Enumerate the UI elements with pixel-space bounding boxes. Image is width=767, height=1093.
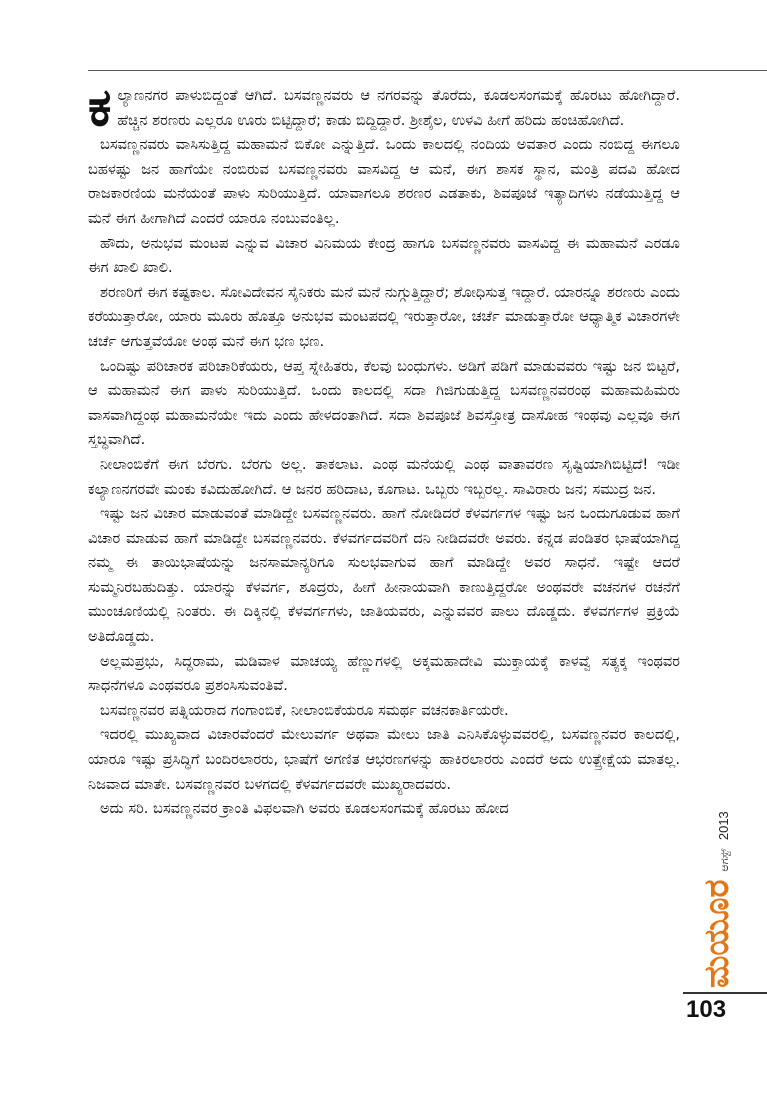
paragraph-5: ಒಂದಿಷ್ಟು ಪರಿಚಾರಕ ಪರಿಚಾರಿಕೆಯರು, ಆಪ್ತ ಸ್ನೇಹಿತರು, ಕೆಲವು ಬಂಧುಗಳು. ಅಡಿಗೆ ಪಡಿಗೆ ಮಾಡುವವರು ಇಷ್ಟು ಜನ ಬಿಟ್ಟರೆ, ಆ ಮಹಾಮನೆ ಈಗ ಪಾಳು ಸುರಿಯುತ್ತಿದೆ. ಒಂದು ಕಾಲದಲ್ಲಿ ಸದಾ ಗಿಜಿಗುಡುತ್ತಿದ್ದ ಬಸವಣ್ಣನವರಂಥ ಮಹಾಮಹಿಮರು ವಾಸವಾಗಿದ್ದಂಥ ಮಹಾಮನೆಯೇ ಇದು ಎಂದು ಹೇಳದಂತಾಗಿದೆ. ಸದಾ ಶಿವಪೂಜೆ ಶಿವಸ್ತೋತ್ರ ದಾಸೋಹ ಇಂಥವು ಎಲ್ಲವೂ ಈಗ ಸ್ತಬ್ಧವಾಗಿದೆ. (88, 357, 680, 449)
paragraph-6: ನೀಲಾಂಬಿಕೆಗೆ ಈಗ ಬೆರಗು. ಬೆರಗು ಅಲ್ಲ. ತಾಕಲಾಟ. ಎಂಥ ಮನೆಯಲ್ಲಿ ಎಂಥ ವಾತಾವರಣ ಸೃಷ್ಟಿಯಾಗಿಬಿಟ್ಟಿದೆ! ಇಡೀ ಕಲ್ಯಾಣನಗರವೇ ಮಂಕು ಕವಿದುಹೋಗಿದೆ. ಆ ಜನರ ಹರಿದಾಟ, ಕೂಗಾಟ. ಒಬ್ಬರು ಇಬ್ಬರಲ್ಲ. ಸಾವಿರಾರು ಜನ; ಸಮುದ್ರ ಜನ. (88, 455, 680, 498)
paragraph-8: ಅಲ್ಲಮಪ್ರಭು, ಸಿದ್ಧರಾಮ, ಮಡಿವಾಳ ಮಾಚಯ್ಯ ಹೆಣ್ಣುಗಳಲ್ಲಿ ಅಕ್ಕಮಹಾದೇವಿ ಮುಕ್ತಾಯಕ್ಕೆ ಕಾಳವ್ವೆ ಸತ್ಯಕ್ಕ ಇಂಥವರ ಸಾಧನೆಗಳೂ ಎಂಥವರೂ ಪ್ರಶಂಸಿಸುವಂತಿವೆ. (88, 652, 680, 695)
masthead-vertical (697, 811, 737, 988)
article-body (88, 78, 680, 822)
issue-month: ಆಗಸ್ಟ್ (718, 848, 731, 872)
paragraph-9: ಬಸವಣ್ಣನವರ ಪತ್ನಿಯರಾದ ಗಂಗಾಂಬಿಕೆ, ನೀಲಾಂಬಿಕೆಯರೂ ಸಮರ್ಥ ವಚನಕಾರ್ತಿಯರೇ. (100, 701, 509, 719)
paragraph-11: ಅದು ಸರಿ. ಬಸವಣ್ಣನವರ ಕ್ರಾಂತಿ ವಿಫಲವಾಗಿ ಅವರು ಕೂಡಲಸಂಗಮಕ್ಕೆ ಹೊರಟು ಹೋದ (100, 800, 509, 818)
magazine-name: ಮಯೂರ (697, 879, 737, 988)
footer-rule (683, 992, 767, 994)
page-number: 103 (686, 996, 727, 1023)
paragraph-10: ಇದರಲ್ಲಿ ಮುಖ್ಯವಾದ ವಿಚಾರವೆಂದರೆ ಮೇಲುವರ್ಗ ಅಥವಾ ಮೇಲು ಜಾತಿ ಎನಿಸಿಕೊಳ್ಳುವವರಲ್ಲಿ, ಬಸವಣ್ಣನವರ ಕಾಲದಲ್ಲಿ, ಯಾರೂ ಇಷ್ಟು ಪ್ರಸಿದ್ಧಿಗೆ ಬಂದಿರಲಾರರು, ಭಾಷೆಗೆ ಅಗಣಿತ ಆಭರಣಗಳನ್ನು ಹಾಕಿರಲಾರರು ಎಂದರೆ ಅದು ಉತ್ಪ್ರೇಕ್ಷೆಯ ಮಾತಲ್ಲ. ನಿಜವಾದ ಮಾತೇ. ಬಸವಣ್ಣನವರ ಬಳಗದಲ್ಲಿ ಕೆಳವರ್ಗದವರೇ ಮುಖ್ಯರಾದವರು. (88, 726, 680, 793)
top-rule (88, 70, 767, 71)
paragraph-1 (88, 78, 680, 138)
issue-year: 2013 (716, 811, 731, 841)
paragraph-2: ಬಸವಣ್ಣನವರು ವಾಸಿಸುತ್ತಿದ್ದ ಮಹಾಮನೆ ಬಿಕೋ ಎನ್ನುತ್ತಿದೆ. ಒಂದು ಕಾಲದಲ್ಲಿ ನಂದಿಯ ಅವತಾರ ಎಂದು ನಂಬಿದ್ದ ಈಗಲೂ ಬಹಳಷ್ಟು ಜನ ಹಾಗೆಯೇ ನಂಬಿರುವ ಬಸವಣ್ಣನವರು ವಾಸವಿದ್ದ ಆ ಮನೆ, ಈಗ ಶಾಸಕ ಸ್ಥಾನ, ಮಂತ್ರಿ ಪದವಿ ಹೋದ ರಾಜಕಾರಣಿಯ ಮನೆಯಂತೆ ಪಾಳು ಸುರಿಯುತ್ತಿದೆ. ಯಾವಾಗಲೂ ಶರಣರ ಎಡತಾಕು, ಶಿವಪೂಜೆ ಇತ್ಯಾದಿಗಳು ನಡೆಯುತ್ತಿದ್ದ ಆ ಮನೆ ಈಗ ಹೀಗಾಗಿದೆ ಎಂದರೆ ಯಾರೂ ನಂಬುವಂತಿಲ್ಲ. (88, 136, 680, 227)
dropcap: ಕ (88, 78, 112, 138)
paragraph-3: ಹೌದು, ಅನುಭವ ಮಂಟಪ ಎನ್ನುವ ವಿಚಾರ ವಿನಿಮಯ ಕೇಂದ್ರ ಹಾಗೂ ಬಸವಣ್ಣನವರು ವಾಸವಿದ್ದ ಈ ಮಹಾಮನೆ ಎರಡೂ ಈಗ ಖಾಲಿ ಖಾಲಿ. (88, 234, 680, 277)
paragraph-4: ಶರಣರಿಗೆ ಈಗ ಕಷ್ಟಕಾಲ. ಸೋವಿದೇವನ ಸೈನಿಕರು ಮನೆ ಮನೆ ನುಗ್ಗುತ್ತಿದ್ದಾರೆ; ಶೋಧಿಸುತ್ತ ಇದ್ದಾರೆ. ಯಾರನ್ನೂ ಶರಣರು ಎಂದು ಕರೆಯುತ್ತಾರೋ, ಯಾರು ಮೂರು ಹೊತ್ತೂ ಅನುಭವ ಮಂಟಪದಲ್ಲಿ ಇರುತ್ತಾರೋ, ಚರ್ಚೆ ಮಾಡುತ್ತಾರೋ ಆಧ್ಯಾತ್ಮಿಕ ವಿಚಾರಗಳೇ ಚರ್ಚೆ ಆಗುತ್ತವೆಯೋ ಅಂಥ ಮನೆ ಈಗ ಭಣ ಭಣ. (88, 283, 680, 350)
paragraph-7: ಇಷ್ಟು ಜನ ವಿಚಾರ ಮಾಡುವಂತೆ ಮಾಡಿದ್ದೇ ಬಸವಣ್ಣನವರು. ಹಾಗೆ ನೋಡಿದರೆ ಕೆಳವರ್ಗಗಳ ಇಷ್ಟು ಜನ ಒಂದುಗೂಡುವ ಹಾಗೆ ವಿಚಾರ ಮಾಡುವ ಹಾಗೆ ಮಾಡಿದ್ದೇ ಬಸವಣ್ಣನವರು. ಕೆಳವರ್ಗದವರಿಗೆ ದನಿ ನೀಡಿದವರೇ ಅವರು. ಕನ್ನಡ ಪಂಡಿತರ ಭಾಷೆಯಾಗಿದ್ದ ನಮ್ಮ ಈ ತಾಯಿಭಾಷೆಯನ್ನು ಜನಸಾಮಾನ್ಯರಿಗೂ ಸುಲಭವಾಗುವ ಹಾಗೆ ಮಾಡಿದ್ದೇ ಅವರ ಸಾಧನೆ. ಇಷ್ಟೇ ಆದರೆ ಸುಮ್ಮನಿರಬಹುದಿತ್ತು. ಯಾರನ್ನು ಕೆಳವರ್ಗ, ಶೂದ್ರರು, ಹೀಗೆ ಹೀನಾಯವಾಗಿ ಕಾಣುತ್ತಿದ್ದರೋ ಅಂಥವರೇ ವಚನಗಳ ರಚನೆಗೆ ಮುಂಚೂಣಿಯಲ್ಲಿ ನಿಂತರು. ಈ ದಿಕ್ಕಿನಲ್ಲಿ ಕೆಳವರ್ಗಗಳು, ಜಾತಿಯವರು, ಎನ್ನುವವರ ಪಾಲು ದೊಡ್ಡದು. ಕೆಳವರ್ಗಗಳ ಪ್ರಕ್ರಿಯೆ ಅತಿದೊಡ್ಡದು. (88, 505, 680, 646)
paragraph-1-text: ಲ್ಯಾಣನಗರ ಪಾಳುಬಿದ್ದಂತೆ ಆಗಿದೆ. ಬಸವಣ್ಣನವರು ಆ ನಗರವನ್ನು ತೊರೆದು, ಕೂಡಲಸಂಗಮಕ್ಕೆ ಹೊರಟು ಹೋಗಿದ್ದಾರೆ. ಹೆಚ್ಚಿನ ಶರಣರು ಎಲ್ಲರೂ ಊರು ಬಿಟ್ಟಿದ್ದಾರೆ; ಕಾಡು ಬಿದ್ದಿದ್ದಾರೆ. ಶ್ರೀಶೈಲ, ಉಳವಿ ಹೀಗೆ ಹರಿದು ಹಂಚಿಹೋಗಿದೆ. (117, 87, 680, 129)
